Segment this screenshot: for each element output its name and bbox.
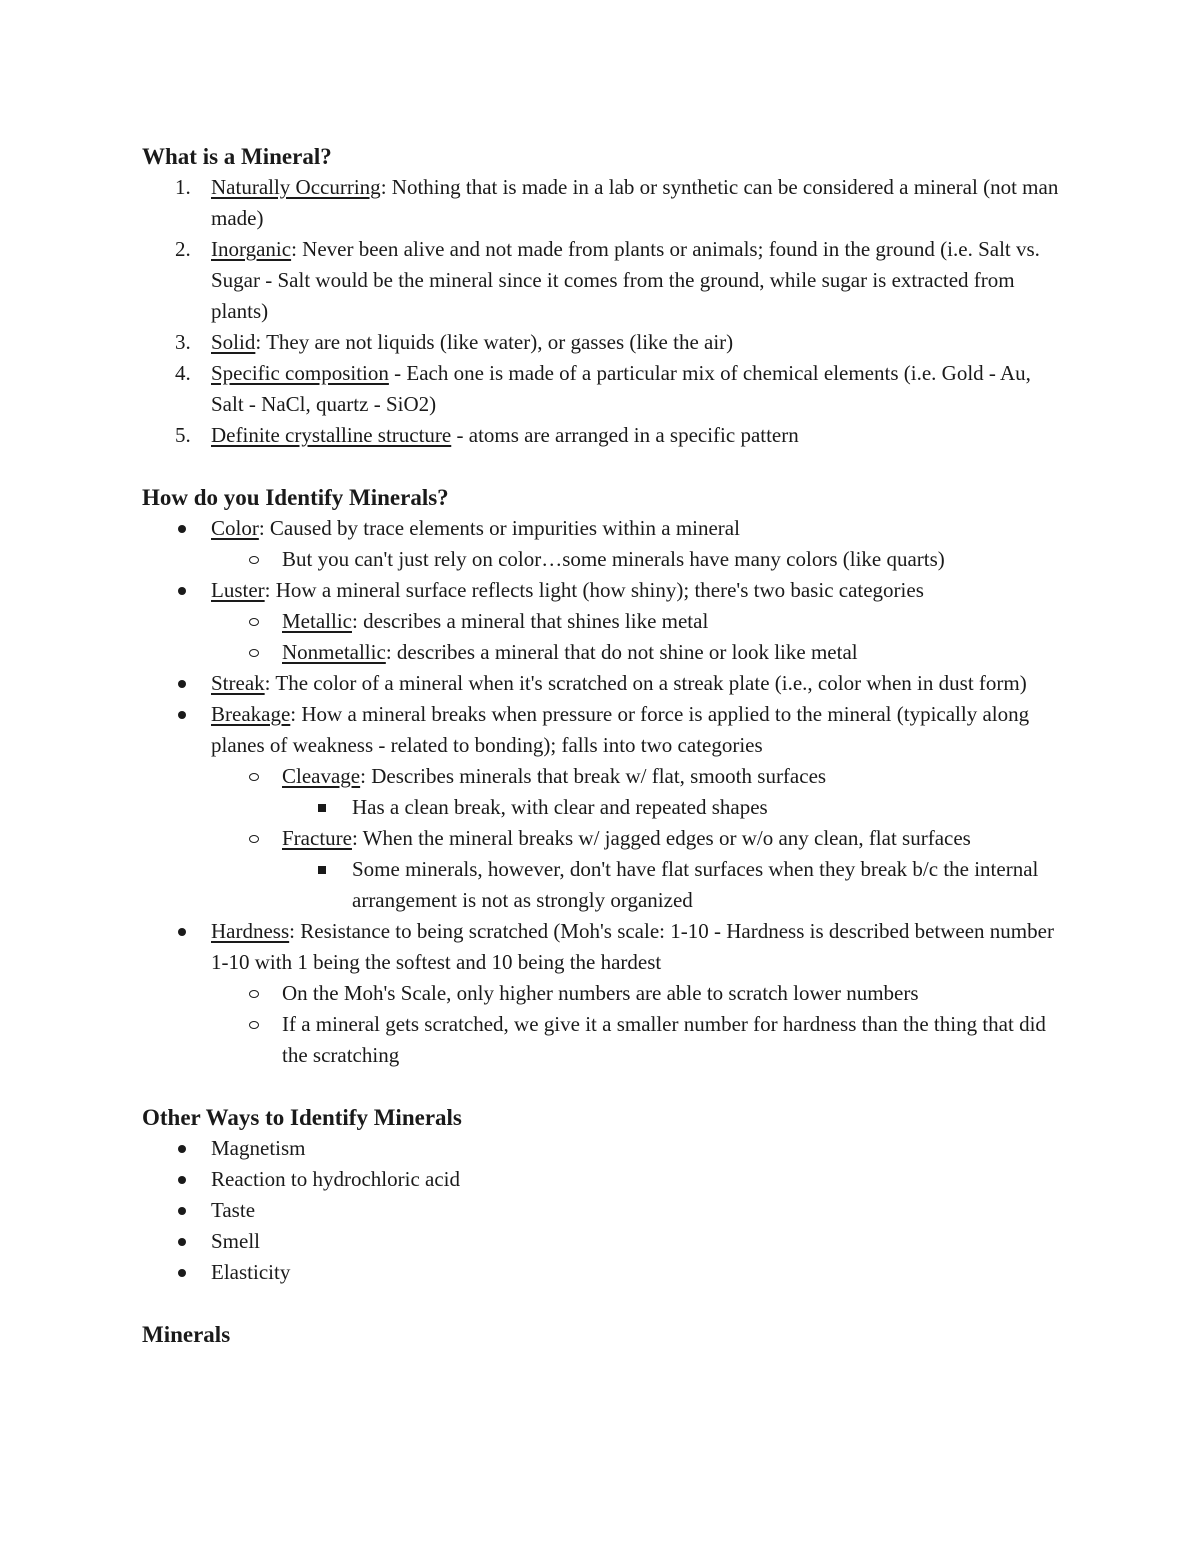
term-label: Color — [211, 516, 259, 540]
bullet-square-icon — [318, 854, 326, 885]
item-text: : describes a mineral that shines like metal — [351, 609, 709, 633]
item-text: : The color of a mineral when it's scratched on a streak plate (i.e., color when in dust form) — [264, 671, 1027, 695]
list-item — [142, 1226, 1062, 1257]
item-text: Has a clean break, with clear and repeated shapes — [352, 795, 768, 819]
item-text: : Describes minerals that break w/ flat, smooth surfaces — [360, 764, 827, 788]
list-item-color — [142, 513, 1062, 544]
bullet-disc-icon — [178, 699, 186, 730]
item-text: : They are not liquids (like water), or gasses (like the air) — [255, 330, 734, 354]
list-item — [142, 1133, 1062, 1164]
list-item-breakage — [142, 699, 1062, 761]
bullet-disc-icon — [178, 1133, 186, 1164]
bullet-disc-icon — [178, 668, 186, 699]
bullet-disc-icon — [178, 1164, 186, 1195]
document-page — [142, 141, 1062, 1350]
list-item — [142, 1195, 1062, 1226]
bullet-circle-icon — [249, 1009, 259, 1040]
term-label: Hardness — [211, 919, 290, 943]
section-heading-other-ways: Other Ways to Identify Minerals — [142, 1105, 462, 1130]
term-label: Cleavage — [282, 764, 361, 788]
item-text: Elasticity — [211, 1260, 291, 1284]
bullet-square-icon — [318, 792, 326, 823]
item-text: : describes a mineral that do not shine or look like metal — [385, 640, 858, 664]
term-label: Specific composition — [211, 361, 389, 385]
bullet-disc-icon — [178, 1257, 186, 1288]
section-heading-minerals: Minerals — [142, 1322, 231, 1347]
term-label: Naturally Occurring — [211, 175, 381, 199]
item-text: Some minerals, however, don't have flat surfaces when they break b/c the internal arrangement is not as strongly organized — [352, 857, 1039, 912]
bullet-circle-icon — [249, 637, 259, 668]
item-text: - atoms are arranged in a specific pattern — [451, 423, 799, 447]
sub-list-item — [142, 823, 1062, 854]
term-label: Metallic — [282, 609, 352, 633]
sub-list-item — [142, 544, 1062, 575]
item-text: : How a mineral surface reflects light (how shiny); there's two basic categories — [264, 578, 924, 602]
bullet-disc-icon — [178, 916, 186, 947]
bullet-circle-icon — [249, 606, 259, 637]
list-number: 1. — [175, 175, 191, 199]
bullet-circle-icon — [249, 761, 259, 792]
bullet-disc-icon — [178, 1195, 186, 1226]
section-heading-what-is-a-mineral: What is a Mineral? — [142, 144, 332, 169]
bullet-disc-icon — [178, 1226, 186, 1257]
term-label: Solid — [211, 330, 256, 354]
item-text: - Each one is made of a particular mix of chemical elements (i.e. Gold - Au, Salt - NaCl, quartz - SiO2) — [211, 361, 1031, 416]
sub-list-item — [142, 606, 1062, 637]
section-heading-identify-minerals: How do you Identify Minerals? — [142, 485, 449, 510]
list-item — [142, 1164, 1062, 1195]
term-label: Definite crystalline structure — [211, 423, 452, 447]
term-label: Breakage — [211, 702, 291, 726]
list-item — [142, 327, 1062, 358]
sub-list-item — [142, 637, 1062, 668]
item-text: On the Moh's Scale, only higher numbers are able to scratch lower numbers — [282, 981, 919, 1005]
term-label: Streak — [211, 671, 265, 695]
item-text: Taste — [211, 1198, 256, 1222]
list-item — [142, 234, 1062, 327]
item-text: : Nothing that is made in a lab or synthetic can be considered a mineral (not man made) — [211, 175, 1059, 230]
list-number: 4. — [175, 361, 191, 385]
item-text: : Resistance to being scratched (Moh's scale: 1-10 - Hardness is described between number 1-10 with 1 being the softest and 10 being the hardest — [211, 919, 1054, 974]
item-text: Reaction to hydrochloric acid — [211, 1167, 460, 1191]
list-item — [142, 1257, 1062, 1288]
item-text: : How a mineral breaks when pressure or force is applied to the mineral (typically along planes of weakness - related to bonding); falls into two categories — [211, 702, 1030, 757]
bullet-circle-icon — [249, 978, 259, 1009]
list-item — [142, 358, 1062, 420]
list-item-luster — [142, 575, 1062, 606]
bullet-disc-icon — [178, 575, 186, 606]
bullet-circle-icon — [249, 544, 259, 575]
sub-list-item — [142, 978, 1062, 1009]
item-text: : Caused by trace elements or impurities within a mineral — [258, 516, 740, 540]
list-number: 5. — [175, 423, 191, 447]
term-label: Luster — [211, 578, 265, 602]
list-item-hardness — [142, 916, 1062, 978]
list-item — [142, 172, 1062, 234]
bullet-circle-icon — [249, 823, 259, 854]
term-label: Inorganic — [211, 237, 292, 261]
sub-list-item — [142, 1009, 1062, 1071]
item-text: If a mineral gets scratched, we give it a smaller number for hardness than the thing that did the scratching — [282, 1012, 1046, 1067]
list-number: 3. — [175, 330, 191, 354]
list-number: 2. — [175, 237, 191, 261]
sub-list-item — [142, 761, 1062, 792]
list-item-streak — [142, 668, 1062, 699]
item-text: Magnetism — [211, 1136, 306, 1160]
term-label: Fracture — [282, 826, 352, 850]
sub-sub-list-item — [142, 854, 1062, 916]
item-text: But you can't just rely on color…some minerals have many colors (like quarts) — [282, 547, 945, 571]
list-item — [142, 420, 1062, 451]
item-text: Smell — [211, 1229, 261, 1253]
term-label: Nonmetallic — [282, 640, 386, 664]
item-text: : When the mineral breaks w/ jagged edges or w/o any clean, flat surfaces — [351, 826, 971, 850]
item-text: : Never been alive and not made from plants or animals; found in the ground (i.e. Salt vs. Sugar - Salt would be the mineral since it comes from the ground, while sugar is extracted from plants) — [211, 237, 1040, 323]
sub-sub-list-item — [142, 792, 1062, 823]
bullet-disc-icon — [178, 513, 186, 544]
